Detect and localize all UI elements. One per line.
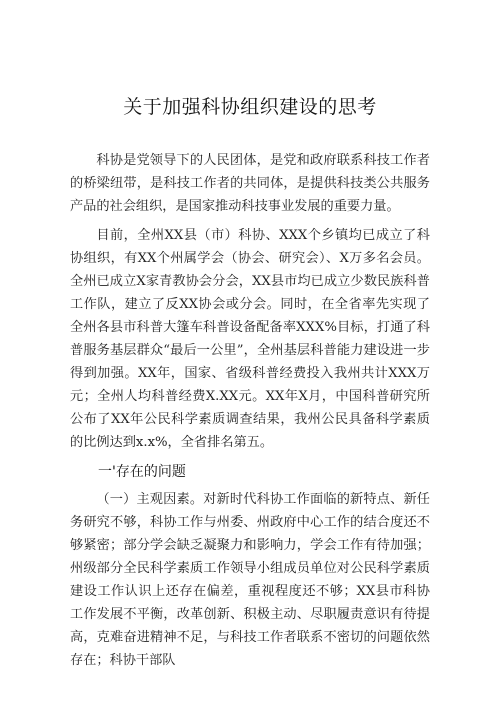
section-heading-problems: 一'存在的问题 (98, 464, 186, 480)
paragraph-intro: 科协是党领导下的人民团体，是党和政府联系科技工作者的桥梁纽带，是科技工作者的共同体，是提供科技类公共服务产品的社会组织，是国家推动科技事业发展的重要力量。 (70, 153, 430, 214)
paragraph-status: 目前，全州XX县（市）科协、XXX个乡镇均已成立了科协组织，有XX个州属学会（协会、研究会）、X万多名会员。全州已成立X家青教协会分会，XX县市均已成立少数民族科普工作队，建立了反XX协会或分会。同时，在全省率先实现了全州各县市科普大篷车科普设备配备率XXX%目标，打通了科普服务基层群众“最后一公里”，全州基层科普能力建设进一步得到加强。XX年，国家、省级科普经费投入我州共计XXX万元；全州人均科普经费X.XX元。XX年X月，中国科普研究所公布了XX年公民科学素质调查结果，我州公民具备科学素质的比例达到x.x%，全省排名第五。 (70, 228, 430, 450)
document-title: 关于加强科协组织建设的思考 (123, 96, 377, 118)
paragraph-subjective-factors: （一）主观因素。对新时代科协工作面临的新特点、新任务研究不够，科协工作与州委、州政府中心工作的结合度还不够紧密；部分学会缺乏凝聚力和影响力，学会工作有待加强；州级部分全民科学素质工作领导小组成员单位对公民科学素质建设工作认识上还存在偏差，重视程度还不够；XX县市科协工作发展不平衡，改革创新、积极主动、尽职履责意识有待提高，克难奋进精神不足，与科技工作者联系不密切的问题依然存在；科协干部队 (70, 492, 430, 668)
document-body (70, 149, 430, 672)
